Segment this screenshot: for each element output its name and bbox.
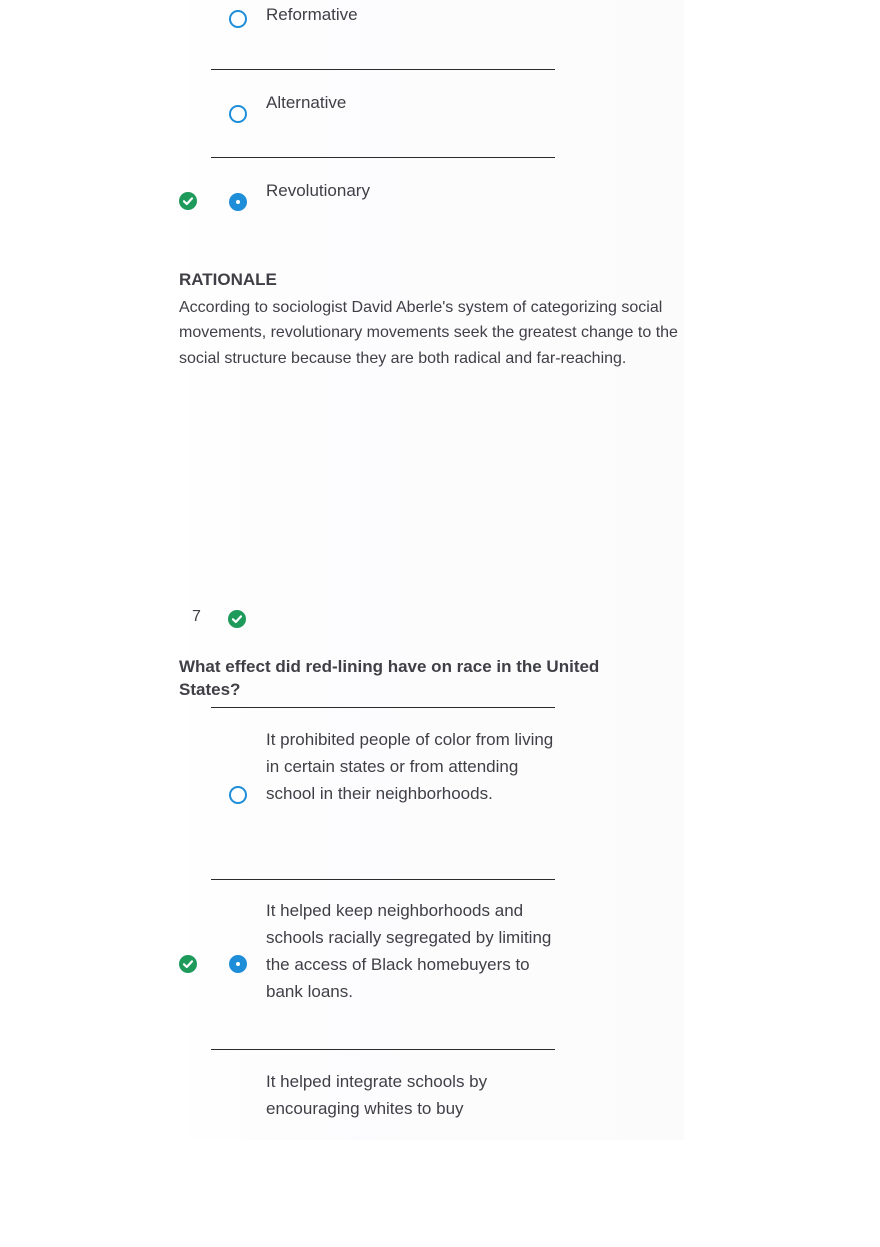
option-label-segregated: It helped keep neighborhoods and schools racially segregated by limiting the access of Black homebuyers to bank loans. bbox=[266, 901, 552, 1001]
correct-check-icon bbox=[179, 192, 197, 210]
option-divider bbox=[211, 157, 555, 158]
option-label-integrate: It helped integrate schools by encouraging whites to buy bbox=[266, 1072, 488, 1118]
option-divider bbox=[211, 69, 555, 70]
option-radio-revolutionary[interactable] bbox=[229, 193, 247, 211]
option-label-reformative: Reformative bbox=[266, 5, 358, 24]
option-label-prohibited: It prohibited people of color from living in certain states or from attending school in their neighborhoods. bbox=[266, 730, 554, 803]
option-divider bbox=[211, 879, 555, 880]
rationale-text: According to sociologist David Aberle's system of categorizing social movements, revolutionary movements seek the greatest change to the social structure because they are both radical and far-reaching. bbox=[179, 299, 678, 367]
question-status-check-icon bbox=[228, 610, 246, 628]
option-radio-segregated[interactable] bbox=[229, 955, 247, 973]
option-divider bbox=[211, 707, 555, 708]
option-label-revolutionary: Revolutionary bbox=[266, 181, 370, 200]
question-number: 7 bbox=[192, 608, 201, 625]
option-label-alternative: Alternative bbox=[266, 93, 347, 112]
option-divider bbox=[211, 1049, 555, 1050]
option-radio-alternative[interactable] bbox=[229, 105, 247, 123]
rationale-heading: RATIONALE bbox=[179, 270, 277, 289]
option-radio-prohibited[interactable] bbox=[229, 786, 247, 804]
option-radio-reformative[interactable] bbox=[229, 10, 247, 28]
question-prompt: What effect did red-lining have on race in the United States? bbox=[179, 657, 600, 699]
correct-check-icon bbox=[179, 955, 197, 973]
